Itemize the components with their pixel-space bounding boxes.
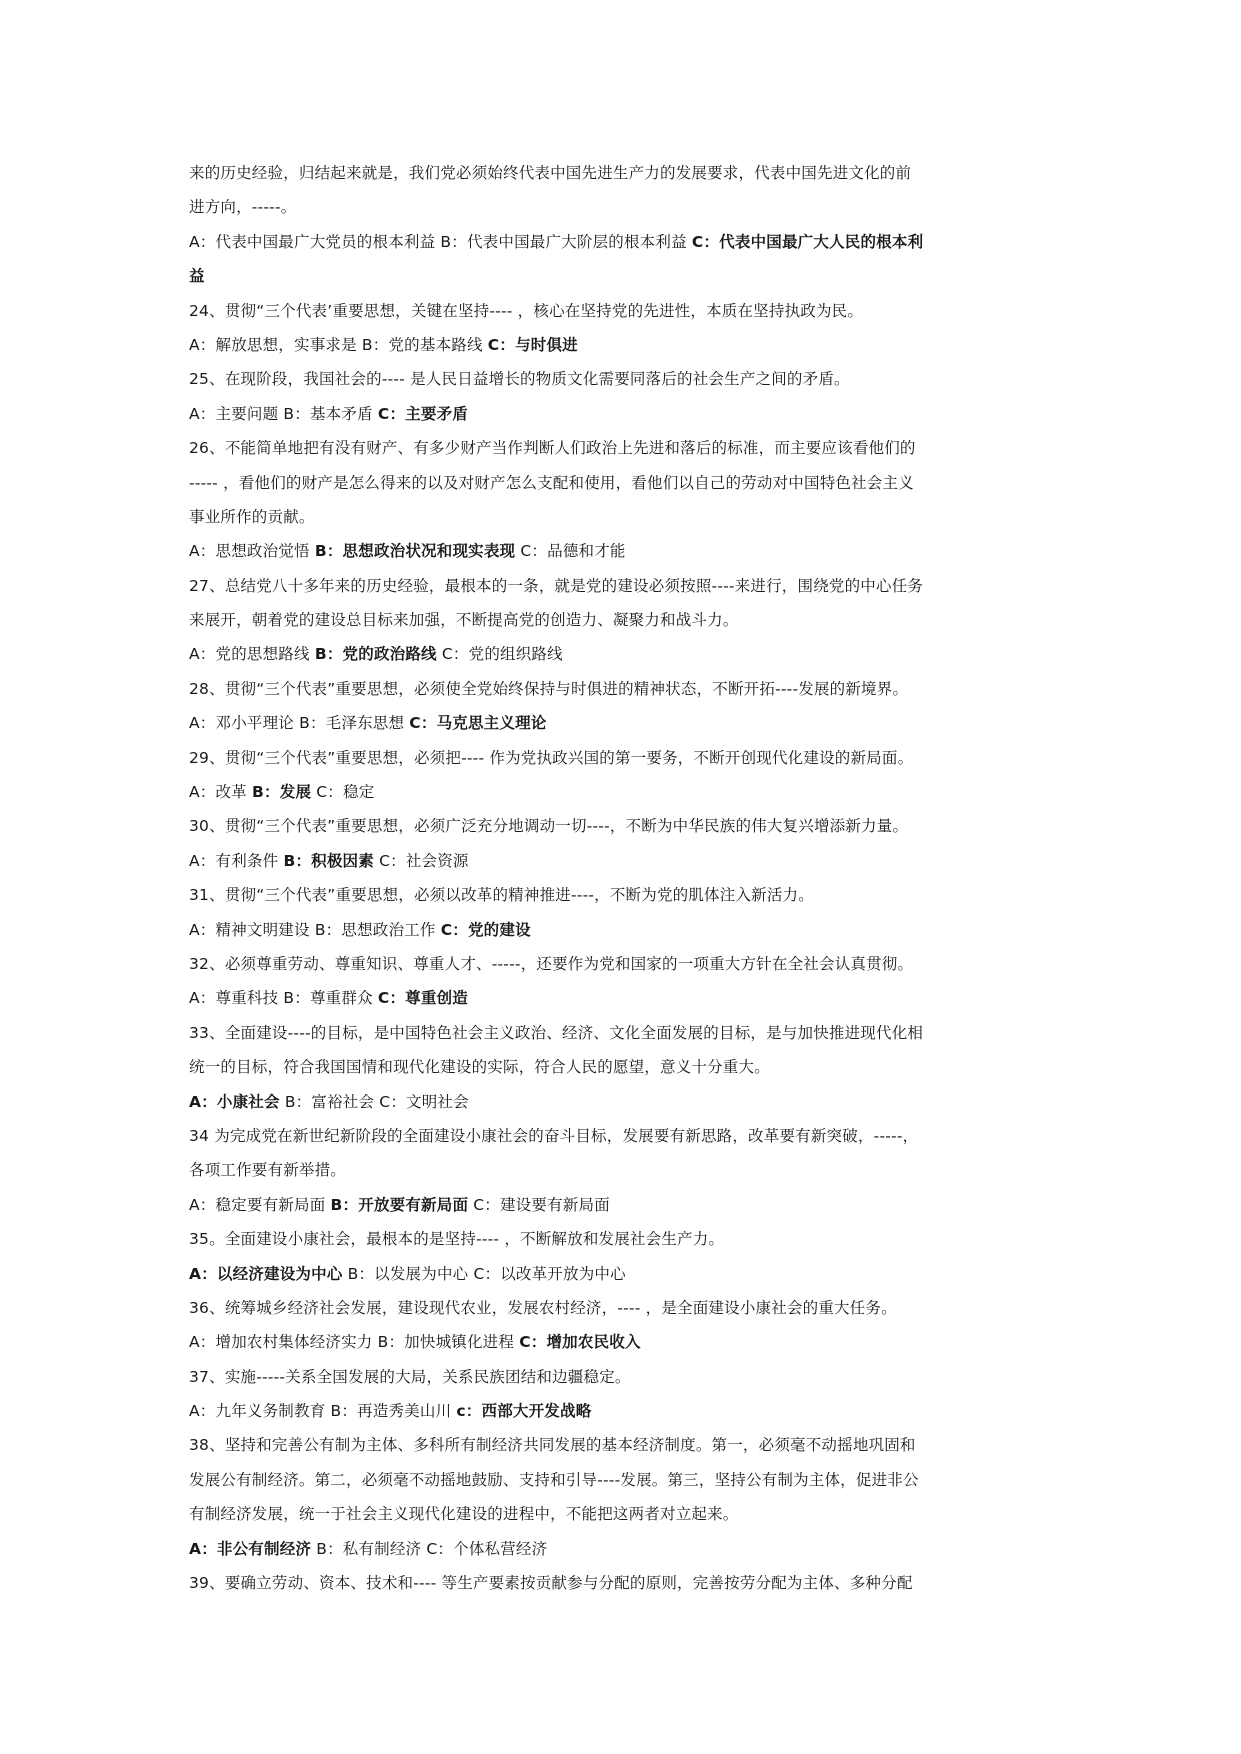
text-line [189,1119,1055,1153]
text-segment: 27、总结党八十多年来的历史经验，最根本的一条，就是党的建设必须按照----来进行，围绕党的中心任务 [189,576,924,595]
text-segment: 26、不能简单地把有没有财产、有多少财产当作判断人们政治上先进和落后的标准，而主要应该看他们的 [189,439,916,458]
answer-text: B：发展 [252,783,312,802]
text-line [189,741,1055,775]
text-segment: C：党的组织路线 [436,645,563,664]
text-segment: 37、实施-----关系全国发展的大局，关系民族团结和边疆稳定。 [189,1367,631,1386]
text-line [189,706,1055,740]
text-segment: A：改革 [189,783,253,802]
text-line [189,775,1055,809]
answer-text: C：党的建设 [440,920,531,939]
text-line [189,1532,1055,1566]
text-line [189,190,1055,224]
text-line [189,603,1055,637]
answer-text: B：党的政治路线 [314,645,437,664]
text-line [189,1463,1055,1497]
text-line [189,156,1055,190]
text-segment: 30、贯彻“三个代表”重要思想，必须广泛充分地调动一切----，不断为中华民族的伟大复兴增添新力量。 [189,817,909,836]
text-segment: C：建设要有新局面 [468,1195,610,1214]
text-segment: B：以发展为中心 C：以改革开放为中心 [342,1264,626,1283]
text-line [189,431,1055,465]
text-line [189,1188,1055,1222]
text-line [189,981,1055,1015]
text-segment: A：主要问题 B：基本矛盾 [189,404,378,423]
text-line [189,362,1055,396]
text-line [189,534,1055,568]
text-segment: A：精神文明建设 B：思想政治工作 [189,920,441,939]
text-line [189,672,1055,706]
text-segment: 来展开，朝着党的建设总目标来加强，不断提高党的创造力、凝聚力和战斗力。 [189,611,739,630]
text-line [189,500,1055,534]
text-line [189,1325,1055,1359]
text-line [189,1360,1055,1394]
text-line [189,1291,1055,1325]
text-line [189,637,1055,671]
answer-text: B：开放要有新局面 [330,1195,469,1214]
text-segment: A：邓小平理论 B：毛泽东思想 [189,714,410,733]
text-segment: 进方向，-----。 [189,198,297,217]
text-segment: 32、必须尊重劳动、尊重知识、尊重人才、-----，还要作为党和国家的一项重大方针在全社会认真贯彻。 [189,954,914,973]
text-segment: 24、贯彻“三个代表’重要思想，关键在坚持---- ，核心在坚持党的先进性，本质在坚持执政为民。 [189,301,864,320]
text-segment: 统一的目标，符合我国国情和现代化建设的实际，符合人民的愿望，意义十分重大。 [189,1058,770,1077]
text-segment: 有制经济发展，统一于社会主义现代化建设的进程中，不能把这两者对立起来。 [189,1505,739,1524]
answer-text: 益 [189,267,205,286]
text-segment: 35。全面建设小康社会，最根本的是坚持---- ，不断解放和发展社会生产力。 [189,1230,725,1249]
text-line [189,225,1055,259]
text-segment: B：富裕社会 C：文明社会 [279,1092,469,1111]
text-segment: 事业所作的贡献。 [189,507,315,526]
text-line [189,397,1055,431]
text-segment: C：社会资源 [373,851,469,870]
text-line [189,294,1055,328]
text-line [189,947,1055,981]
text-segment: ----- ，看他们的财产是怎么得来的以及对财产怎么支配和使用，看他们以自己的劳动对中国特色社会主义 [189,473,914,492]
text-line [189,1428,1055,1462]
text-line [189,1394,1055,1428]
text-segment: 39、要确立劳动、资本、技术和---- 等生产要素按贡献参与分配的原则，完善按劳分配为主体、多种分配 [189,1574,913,1593]
answer-text: C：尊重创造 [377,989,468,1008]
text-line [189,1016,1055,1050]
answer-text: C：主要矛盾 [377,404,468,423]
answer-text: A：非公有制经济 [189,1539,312,1558]
text-segment: C：稳定 [311,783,375,802]
text-segment: A：党的思想路线 [189,645,315,664]
text-segment: 各项工作要有新举措。 [189,1161,347,1180]
text-line [189,328,1055,362]
text-segment: A：解放思想，实事求是 B：党的基本路线 [189,335,488,354]
answer-text: C：增加农民收入 [519,1333,641,1352]
answer-text: A：小康社会 [189,1092,280,1111]
text-line [189,259,1055,293]
text-line [189,878,1055,912]
text-segment: 发展公有制经济。第二，必须毫不动摇地鼓励、支持和引导----发展。第三，坚持公有制为主体，促进非公 [189,1470,919,1489]
text-line [189,1085,1055,1119]
text-line [189,913,1055,947]
text-segment: 来的历史经验，归结起来就是，我们党必须始终代表中国先进生产力的发展要求，代表中国先进文化的前 [189,164,912,182]
text-line [189,844,1055,878]
text-line [189,1566,1055,1600]
text-line [189,1222,1055,1256]
text-line [189,1257,1055,1291]
text-segment: 36、统筹城乡经济社会发展，建设现代农业，发展农村经济，---- ，是全面建设小康社会的重大任务。 [189,1298,897,1317]
text-line [189,466,1055,500]
document-page [189,156,1055,1600]
answer-text: C：马克思主义理论 [409,714,547,733]
answer-text: A：以经济建设为中心 [189,1264,343,1283]
text-segment: 38、坚持和完善公有制为主体、多科所有制经济共同发展的基本经济制度。第一，必须毫不动摇地巩固和 [189,1436,916,1455]
text-segment: 33、全面建设----的目标，是中国特色社会主义政治、经济、文化全面发展的目标，是与加快推进现代化相 [189,1023,924,1042]
text-segment: 25、在现阶段，我国社会的---- 是人民日益增长的物质文化需要同落后的社会生产之间的矛盾。 [189,370,850,389]
answer-text: C：与时俱进 [487,335,578,354]
text-line [189,809,1055,843]
text-line [189,1153,1055,1187]
text-segment: 34 为完成党在新世纪新阶段的全面建设小康社会的奋斗目标，发展要有新思路，改革要有新突破，-----， [189,1126,919,1145]
text-segment: 31、贯彻“三个代表”重要思想，必须以改革的精神推进----，不断为党的肌体注入新活力。 [189,886,814,905]
text-line [189,1050,1055,1084]
answer-text: B：积极因素 [283,851,374,870]
text-line [189,1497,1055,1531]
text-segment: A：稳定要有新局面 [189,1195,331,1214]
text-segment: B：私有制经济 C：个体私营经济 [311,1539,548,1558]
text-segment: A：有利条件 [189,851,284,870]
answer-text: C：代表中国最广大人民的根本利 [691,232,924,251]
text-line [189,569,1055,603]
text-segment: 28、贯彻“三个代表”重要思想，必须使全党始终保持与时俱进的精神状态，不断开拓----发展的新境界。 [189,679,909,698]
answer-text: c：西部大开发战略 [456,1402,592,1421]
text-segment: 29、贯彻“三个代表”重要思想，必须把---- 作为党执政兴国的第一要务，不断开创现代化建设的新局面。 [189,748,914,767]
text-segment: A：增加农村集体经济实力 B：加快城镇化进程 [189,1333,520,1352]
answer-text: B：思想政治状况和现实表现 [314,542,516,561]
text-segment: A：代表中国最广大党员的根本利益 B：代表中国最广大阶层的根本利益 [189,232,692,251]
text-segment: A：九年义务制教育 B：再造秀美山川 [189,1402,457,1421]
text-segment: A：尊重科技 B：尊重群众 [189,989,378,1008]
text-segment: A：思想政治觉悟 [189,542,315,561]
text-segment: C：品德和才能 [515,542,626,561]
